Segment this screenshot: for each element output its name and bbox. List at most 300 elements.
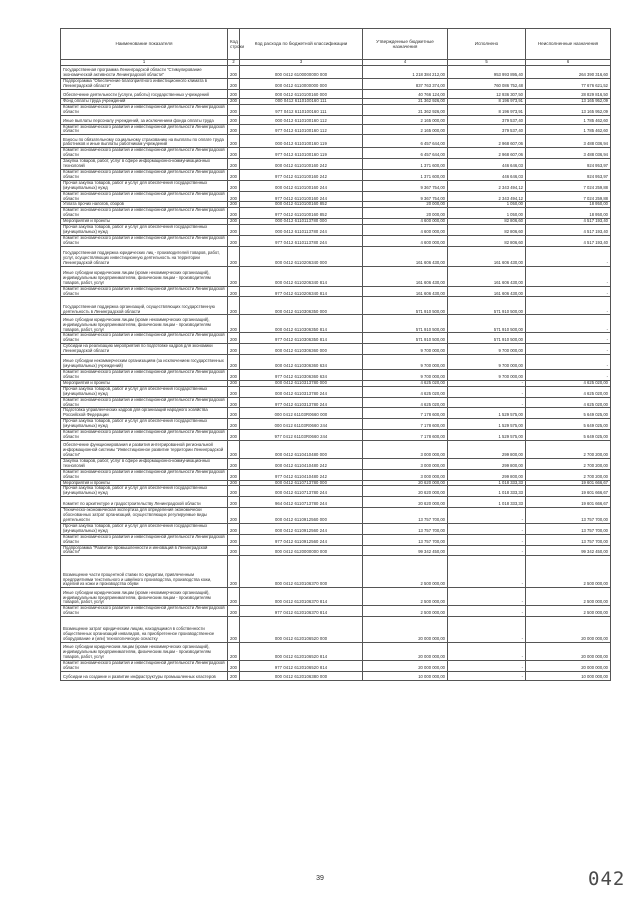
row-code: 200	[228, 556, 240, 588]
row-approved-amount: 4 600 000,00	[363, 219, 448, 225]
row-name: Субсидии на создание и развитие инфраструктуры промышленных кластеров	[61, 672, 228, 681]
table-row	[61, 159, 611, 170]
row-executed-amount: -	[448, 556, 526, 588]
row-approved-amount: 2 500 000,00	[363, 606, 448, 617]
table-header-row	[61, 29, 611, 60]
table-row	[61, 297, 611, 315]
row-approved-amount: 4 600 000,00	[363, 235, 448, 246]
row-name: Комитет экономического развития и инвестиционной деятельности Ленинградской области	[61, 104, 228, 115]
row-unexecuted-amount: 28 829 816,50	[526, 89, 611, 98]
row-name: Закупка товаров, работ, услуг в сфере информационно-коммуникационных технологий	[61, 159, 228, 170]
header-unexecuted: Неисполненные назначения	[526, 29, 611, 60]
row-classification-code: 000 0412 6110000000 000	[240, 79, 363, 90]
row-code: 200	[228, 355, 240, 370]
row-name: Прочая закупка товаров, работ и услуг для обеспечения государственных (муниципальных) нужд	[61, 419, 228, 430]
row-classification-code: 000 0412 6120106370 814	[240, 588, 363, 606]
row-classification-code: 000 0412 6110206340 000	[240, 246, 363, 266]
row-name: Иные выплаты персоналу учреждений, за исключением фонда оплаты труда	[61, 115, 228, 124]
row-classification-code: 000 0412 6110713780 244	[240, 486, 363, 497]
row-unexecuted-amount: 4 517 193,40	[526, 225, 611, 236]
table-row	[61, 104, 611, 115]
column-number: 6	[526, 60, 611, 66]
row-name: Прочая закупка товаров, работ и услуг для обеспечения государственных (муниципальных) нужд	[61, 386, 228, 397]
row-approved-amount: 99 342 450,00	[363, 545, 448, 556]
row-classification-code: 000 0412 61103R0660 000	[240, 408, 363, 419]
row-classification-code: 977 0412 6110113780 244	[240, 235, 363, 246]
row-name: Иные субсидии юридическим лицам (кроме некоммерческих организаций), индивидуальным предпринимателям, физическим лицам - производителям товаров, работ, услуг	[61, 315, 228, 333]
row-approved-amount: 3 000 000,00	[363, 469, 448, 480]
row-name: Комитет экономического развития и инвестиционной деятельности Ленинградской области	[61, 469, 228, 480]
row-code: 200	[228, 617, 240, 643]
row-approved-amount: 571 910 500,00	[363, 297, 448, 315]
row-classification-code: 000 0412 6110113780 000	[240, 219, 363, 225]
row-unexecuted-amount: 18 950,00	[526, 202, 611, 208]
row-approved-amount: 3 000 000,00	[363, 458, 448, 469]
table-row	[61, 408, 611, 419]
row-code: 200	[228, 497, 240, 508]
row-executed-amount: 2 343 494,12	[448, 191, 526, 202]
row-executed-amount: 9 700 000,00	[448, 344, 526, 355]
table-row	[61, 315, 611, 333]
row-name: Комитет экономического развития и инвестиционной деятельности Ленинградской области	[61, 169, 228, 180]
row-unexecuted-amount: 13 165 952,09	[526, 98, 611, 104]
row-unexecuted-amount: 4 517 193,40	[526, 219, 611, 225]
row-approved-amount: 2 500 000,00	[363, 588, 448, 606]
row-code: 200	[228, 333, 240, 344]
row-classification-code: 000 0412 6110410480 000	[240, 440, 363, 458]
row-classification-code: 977 0412 6110306350 814	[240, 333, 363, 344]
row-unexecuted-amount: 18 950,00	[526, 208, 611, 219]
row-executed-amount: 161 606 430,00	[448, 266, 526, 286]
row-code: 200	[228, 534, 240, 545]
row-unexecuted-amount: -	[526, 344, 611, 355]
row-name: Комитет экономического развития и инвестиционной деятельности Ленинградской области	[61, 286, 228, 297]
row-classification-code: 977 0412 6110100160 111	[240, 104, 363, 115]
row-classification-code: 000 0412 6120106520 000	[240, 617, 363, 643]
table-row	[61, 508, 611, 524]
table-row	[61, 225, 611, 236]
row-executed-amount: 379 537,40	[448, 124, 526, 135]
table-row	[61, 79, 611, 90]
row-classification-code: 964 0412 6110713780 244	[240, 497, 363, 508]
row-executed-amount: 1 050,00	[448, 208, 526, 219]
table-row	[61, 643, 611, 661]
row-code: 200	[228, 266, 240, 286]
row-name: Комитет по архитектуре и градостроительству Ленинградской области	[61, 497, 228, 508]
table-row	[61, 266, 611, 286]
table-row	[61, 370, 611, 381]
row-executed-amount: -	[448, 672, 526, 681]
row-code: 200	[228, 180, 240, 191]
row-name: Обеспечение деятельности (услуги, работы) государственных учреждений	[61, 89, 228, 98]
row-executed-amount: 12 936 307,50	[448, 89, 526, 98]
table-row	[61, 419, 611, 430]
table-row	[61, 486, 611, 497]
row-approved-amount: 9 700 000,00	[363, 370, 448, 381]
table-row	[61, 169, 611, 180]
row-unexecuted-amount: 5 649 025,00	[526, 408, 611, 419]
row-classification-code: 000 0412 6110100160 119	[240, 135, 363, 148]
table-row	[61, 286, 611, 297]
row-approved-amount: 20 000,00	[363, 208, 448, 219]
row-unexecuted-amount: 2 700 200,00	[526, 440, 611, 458]
row-unexecuted-amount: 19 601 666,67	[526, 486, 611, 497]
row-name: Подготовка управленческих кадров для организаций народного хозяйства Российской Федерации	[61, 408, 228, 419]
row-unexecuted-amount: -	[526, 355, 611, 370]
row-unexecuted-amount: -	[526, 297, 611, 315]
row-unexecuted-amount: 5 649 025,00	[526, 419, 611, 430]
row-approved-amount: 9 367 754,00	[363, 180, 448, 191]
row-name: Комитет экономического развития и инвестиционной деятельности Ленинградской области	[61, 370, 228, 381]
row-approved-amount: 4 625 020,00	[363, 397, 448, 408]
row-name: Прочая закупка товаров, работ и услуг для обеспечения государственных (муниципальных) нужд	[61, 486, 228, 497]
page-stamp: 042	[588, 868, 626, 890]
table-row	[61, 588, 611, 606]
row-code: 200	[228, 191, 240, 202]
row-executed-amount: 953 993 895,40	[448, 66, 526, 79]
row-unexecuted-amount: 1 785 462,60	[526, 115, 611, 124]
row-unexecuted-amount: 13 757 700,00	[526, 534, 611, 545]
row-unexecuted-amount: 13 757 700,00	[526, 523, 611, 534]
row-approved-amount: 9 700 000,00	[363, 355, 448, 370]
row-name: Взносы по обязательному социальному страхованию на выплаты по оплате труда работников и иные выплаты работникам учреждений	[61, 135, 228, 148]
row-classification-code: 000 0412 6110313780 000	[240, 380, 363, 386]
row-code: 200	[228, 469, 240, 480]
row-executed-amount: -	[448, 545, 526, 556]
table-row	[61, 355, 611, 370]
row-name: Комитет экономического развития и инвестиционной деятельности Ленинградской области	[61, 235, 228, 246]
table-row	[61, 66, 611, 79]
row-executed-amount: -	[448, 397, 526, 408]
row-classification-code: 977 0412 6110100160 242	[240, 169, 363, 180]
row-unexecuted-amount: -	[526, 315, 611, 333]
row-code: 200	[228, 508, 240, 524]
row-code: 200	[228, 588, 240, 606]
row-name: Мероприятия и проекты	[61, 219, 228, 225]
row-unexecuted-amount: 77 676 621,52	[526, 79, 611, 90]
column-number: 3	[240, 60, 363, 66]
table-row	[61, 180, 611, 191]
row-name: Государственная поддержка юридических лиц - производителей товаров, работ, услуг, осуществляющих инвестиционную деятельность на территории Ленинградской области	[61, 246, 228, 266]
row-unexecuted-amount: 2 700 200,00	[526, 469, 611, 480]
row-approved-amount: 161 606 430,00	[363, 246, 448, 266]
row-unexecuted-amount: 1 785 462,60	[526, 124, 611, 135]
row-unexecuted-amount: -	[526, 333, 611, 344]
row-approved-amount: 13 757 700,00	[363, 534, 448, 545]
row-code: 200	[228, 480, 240, 486]
row-code: 200	[228, 408, 240, 419]
header-classification: Код расхода по бюджетной классификации	[240, 29, 363, 60]
row-approved-amount: 2 165 000,00	[363, 124, 448, 135]
table-row	[61, 545, 611, 556]
row-executed-amount: -	[448, 643, 526, 661]
row-executed-amount: 299 800,00	[448, 440, 526, 458]
row-name: Комитет экономического развития и инвестиционной деятельности Ленинградской области	[61, 661, 228, 672]
row-name: Иные субсидии юридическим лицам (кроме некоммерческих организаций), индивидуальным предпринимателям, физическим лицам - производителям товаров, работ, услуг	[61, 643, 228, 661]
row-approved-amount: 6 457 644,00	[363, 148, 448, 159]
row-code: 200	[228, 124, 240, 135]
row-name: Комитет экономического развития и инвестиционной деятельности Ленинградской области	[61, 124, 228, 135]
row-unexecuted-amount: 19 601 666,67	[526, 480, 611, 486]
row-executed-amount: 2 968 607,06	[448, 135, 526, 148]
row-name: Комитет экономического развития и инвестиционной деятельности Ленинградской области	[61, 430, 228, 441]
row-executed-amount: -	[448, 606, 526, 617]
row-approved-amount: 13 757 700,00	[363, 523, 448, 534]
row-executed-amount: 571 910 500,00	[448, 333, 526, 344]
row-approved-amount: 2 165 000,00	[363, 115, 448, 124]
row-name: Комитет экономического развития и инвестиционной деятельности Ленинградской области	[61, 534, 228, 545]
row-classification-code: 000 0412 6110313780 244	[240, 386, 363, 397]
table-row	[61, 115, 611, 124]
row-executed-amount: 1 050,00	[448, 202, 526, 208]
row-name: Возмещение части процентной ставки по кредитам, привлеченным предприятиями текстильного и швейного производства, производства кожи, изделий из кожи и производства обуви	[61, 556, 228, 588]
row-unexecuted-amount: 264 390 316,60	[526, 66, 611, 79]
row-classification-code: 977 0412 6110100160 112	[240, 124, 363, 135]
row-classification-code: 000 0412 6110306350 814	[240, 315, 363, 333]
row-classification-code: 000 0412 6110306350 000	[240, 297, 363, 315]
row-unexecuted-amount: -	[526, 246, 611, 266]
row-executed-amount: 1 018 333,33	[448, 486, 526, 497]
row-classification-code: 000 0412 6110100160 000	[240, 89, 363, 98]
row-code: 200	[228, 104, 240, 115]
row-code: 200	[228, 386, 240, 397]
row-executed-amount: -	[448, 386, 526, 397]
row-classification-code: 977 0412 6110912560 244	[240, 534, 363, 545]
row-code: 200	[228, 370, 240, 381]
table-row	[61, 397, 611, 408]
table-row	[61, 208, 611, 219]
row-executed-amount: 8 196 973,91	[448, 98, 526, 104]
row-approved-amount: 6 457 644,00	[363, 135, 448, 148]
row-unexecuted-amount: 4 625 020,00	[526, 397, 611, 408]
row-classification-code: 977 0412 6120106520 814	[240, 661, 363, 672]
table-body	[61, 66, 611, 681]
row-code: 200	[228, 643, 240, 661]
row-unexecuted-amount: 20 000 000,00	[526, 617, 611, 643]
table-row	[61, 89, 611, 98]
row-code: 200	[228, 545, 240, 556]
row-classification-code: 977 0412 6110306360 634	[240, 370, 363, 381]
row-code: 200	[228, 169, 240, 180]
row-unexecuted-amount: 2 700 200,00	[526, 458, 611, 469]
row-executed-amount: -	[448, 523, 526, 534]
row-approved-amount: 2 500 000,00	[363, 556, 448, 588]
table-row	[61, 672, 611, 681]
row-code: 200	[228, 89, 240, 98]
row-unexecuted-amount: -	[526, 370, 611, 381]
row-classification-code: 977 0412 61103R0660 244	[240, 430, 363, 441]
row-unexecuted-amount: 2 500 000,00	[526, 606, 611, 617]
row-approved-amount: 20 000,00	[363, 202, 448, 208]
table-row	[61, 606, 611, 617]
row-unexecuted-amount: 3 488 036,94	[526, 135, 611, 148]
row-unexecuted-amount: 2 500 000,00	[526, 556, 611, 588]
row-name: Подпрограмма "Развитие промышленности и инноваций в Ленинградской области"	[61, 545, 228, 556]
row-code: 200	[228, 159, 240, 170]
row-unexecuted-amount: 2 500 000,00	[526, 588, 611, 606]
row-code: 200	[228, 286, 240, 297]
row-classification-code: 000 0412 6110306360 634	[240, 355, 363, 370]
table-row	[61, 440, 611, 458]
row-classification-code: 000 0412 6120106380 000	[240, 672, 363, 681]
column-number: 1	[61, 60, 228, 66]
row-classification-code: 000 0412 6110206340 814	[240, 266, 363, 286]
row-unexecuted-amount: 4 625 020,00	[526, 386, 611, 397]
row-approved-amount: 21 362 926,00	[363, 98, 448, 104]
row-name: Прочая закупка товаров, работ и услуг для обеспечения государственных (муниципальных) нужд	[61, 180, 228, 191]
row-code: 200	[228, 79, 240, 90]
table-row	[61, 430, 611, 441]
row-unexecuted-amount: 4 517 193,40	[526, 235, 611, 246]
page-number: 39	[316, 875, 324, 882]
row-approved-amount: 13 757 700,00	[363, 508, 448, 524]
row-name: Иные субсидии некоммерческим организациям (за исключением государственных (муниципальных) учреждений)	[61, 355, 228, 370]
row-executed-amount: 760 086 752,48	[448, 79, 526, 90]
row-classification-code: 000 0412 6110100160 242	[240, 159, 363, 170]
row-classification-code: 000 0412 6110912560 244	[240, 523, 363, 534]
table-row	[61, 344, 611, 355]
row-approved-amount: 4 625 020,00	[363, 380, 448, 386]
row-unexecuted-amount: 3 488 036,94	[526, 148, 611, 159]
row-classification-code: 000 0412 6100000000 000	[240, 66, 363, 79]
row-unexecuted-amount: 924 953,97	[526, 169, 611, 180]
row-classification-code: 000 0412 61103R0660 244	[240, 419, 363, 430]
row-executed-amount: 571 910 500,00	[448, 297, 526, 315]
row-classification-code: 977 0412 6110410480 242	[240, 469, 363, 480]
table-row	[61, 661, 611, 672]
row-name: Обеспечение функционирования и развития интегрированной региональной информационной системы "Инвестиционное развитие территории Ленинградской области"	[61, 440, 228, 458]
row-executed-amount: 1 018 333,33	[448, 497, 526, 508]
table-row	[61, 386, 611, 397]
row-executed-amount: 1 529 575,00	[448, 430, 526, 441]
row-name: Иные субсидии юридическим лицам (кроме некоммерческих организаций), индивидуальным предпринимателям, физическим лицам - производителям товаров, работ, услуг	[61, 588, 228, 606]
row-approved-amount: 1 218 384 212,00	[363, 66, 448, 79]
row-name: Комитет экономического развития и инвестиционной деятельности Ленинградской области	[61, 606, 228, 617]
row-name: Мероприятия и проекты	[61, 480, 228, 486]
row-approved-amount: 20 620 000,00	[363, 497, 448, 508]
row-name: Субсидии на реализацию мероприятий по подготовке кадров для экономики Ленинградской области	[61, 344, 228, 355]
row-code: 200	[228, 246, 240, 266]
row-approved-amount: 4 625 020,00	[363, 386, 448, 397]
row-executed-amount: -	[448, 661, 526, 672]
row-classification-code: 000 0412 6110713780 000	[240, 480, 363, 486]
table-row	[61, 523, 611, 534]
row-executed-amount: 1 529 575,00	[448, 408, 526, 419]
row-executed-amount: -	[448, 380, 526, 386]
row-code: 200	[228, 148, 240, 159]
row-code: 200	[228, 440, 240, 458]
table-row	[61, 235, 611, 246]
row-approved-amount: 21 362 926,00	[363, 104, 448, 115]
row-name: Комитет экономического развития и инвестиционной деятельности Ленинградской области	[61, 191, 228, 202]
row-executed-amount: 161 606 430,00	[448, 246, 526, 266]
row-approved-amount: 3 000 000,00	[363, 440, 448, 458]
row-approved-amount: 4 600 000,00	[363, 225, 448, 236]
row-approved-amount: 571 910 500,00	[363, 315, 448, 333]
row-unexecuted-amount: 10 000 000,00	[526, 672, 611, 681]
row-name: Закупка товаров, работ, услуг в сфере информационно-коммуникационных технологий	[61, 458, 228, 469]
row-executed-amount: 8 196 973,91	[448, 104, 526, 115]
row-code: 200	[228, 380, 240, 386]
row-code: 200	[228, 235, 240, 246]
row-classification-code: 977 0412 6110100160 852	[240, 208, 363, 219]
column-number: 2	[228, 60, 240, 66]
budget-execution-table	[60, 28, 611, 681]
row-code: 200	[228, 208, 240, 219]
row-code: 200	[228, 219, 240, 225]
row-unexecuted-amount: 13 757 700,00	[526, 508, 611, 524]
header-executed: Исполнено	[448, 29, 526, 60]
column-number: 5	[448, 60, 526, 66]
row-approved-amount: 9 700 000,00	[363, 344, 448, 355]
row-approved-amount: 161 606 430,00	[363, 286, 448, 297]
row-classification-code: 000 0412 6110100160 112	[240, 115, 363, 124]
row-approved-amount: 571 910 500,00	[363, 333, 448, 344]
row-executed-amount: 9 700 000,00	[448, 355, 526, 370]
row-name: Комитет экономического развития и инвестиционной деятельности Ленинградской области	[61, 333, 228, 344]
row-executed-amount: 161 606 430,00	[448, 286, 526, 297]
row-classification-code: 977 0412 6110100160 119	[240, 148, 363, 159]
row-executed-amount: 2 968 607,06	[448, 148, 526, 159]
row-classification-code: 000 0412 6110912560 000	[240, 508, 363, 524]
row-code: 200	[228, 344, 240, 355]
row-classification-code: 000 0412 6120106370 000	[240, 556, 363, 588]
row-approved-amount: 161 606 430,00	[363, 266, 448, 286]
row-name: Иные субсидии юридическим лицам (кроме некоммерческих организаций), индивидуальным предпринимателям, физическим лицам - производителям товаров, работ, услуг	[61, 266, 228, 286]
row-executed-amount: 446 646,03	[448, 169, 526, 180]
row-approved-amount: 1 371 600,00	[363, 169, 448, 180]
row-approved-amount: 20 000 000,00	[363, 643, 448, 661]
row-name: Подпрограмма "Обеспечение благоприятного инвестиционного климата в Ленинградской области"	[61, 79, 228, 90]
row-approved-amount: 40 766 124,00	[363, 89, 448, 98]
row-unexecuted-amount: -	[526, 286, 611, 297]
row-name: Прочая закупка товаров, работ и услуг для обеспечения государственных (муниципальных) нужд	[61, 523, 228, 534]
row-executed-amount: -	[448, 534, 526, 545]
row-classification-code: 000 0412 6120000000 000	[240, 545, 363, 556]
row-approved-amount: 7 178 600,00	[363, 419, 448, 430]
table-row	[61, 458, 611, 469]
table-row	[61, 191, 611, 202]
row-classification-code: 000 0412 6110113780 244	[240, 225, 363, 236]
row-approved-amount: 20 620 000,00	[363, 480, 448, 486]
row-code: 200	[228, 297, 240, 315]
row-name: Прочая закупка товаров, работ и услуг для обеспечения государственных (муниципальных) нужд	[61, 225, 228, 236]
row-name: Фонд оплаты труда учреждений	[61, 98, 228, 104]
table-row	[61, 246, 611, 266]
table-row	[61, 135, 611, 148]
row-unexecuted-amount: 7 024 259,88	[526, 180, 611, 191]
row-classification-code: 977 0412 6120106370 814	[240, 606, 363, 617]
row-unexecuted-amount: 5 649 025,00	[526, 430, 611, 441]
row-code: 200	[228, 419, 240, 430]
row-name: Уплата прочих налогов, сборов	[61, 202, 228, 208]
row-unexecuted-amount: 13 165 952,09	[526, 104, 611, 115]
row-classification-code: 000 0412 6110100160 244	[240, 180, 363, 191]
row-code: 200	[228, 115, 240, 124]
row-name: Техническо-экономическая экспертиза для определения экономически обоснованных затрат организаций, осуществляющих регулируемые виды деятельности	[61, 508, 228, 524]
row-executed-amount: 299 800,00	[448, 458, 526, 469]
row-code: 200	[228, 397, 240, 408]
row-name: Государственная программа Ленинградской области "Стимулирование экономической активности Ленинградской области"	[61, 66, 228, 79]
row-name: Комитет экономического развития и инвестиционной деятельности Ленинградской области	[61, 208, 228, 219]
row-approved-amount: 7 178 600,00	[363, 408, 448, 419]
row-executed-amount: 82 806,60	[448, 225, 526, 236]
row-approved-amount: 10 000 000,00	[363, 672, 448, 681]
row-name: Комитет экономического развития и инвестиционной деятельности Ленинградской области	[61, 148, 228, 159]
row-executed-amount: 571 910 500,00	[448, 315, 526, 333]
row-name: Мероприятия и проекты	[61, 380, 228, 386]
row-code: 200	[228, 202, 240, 208]
